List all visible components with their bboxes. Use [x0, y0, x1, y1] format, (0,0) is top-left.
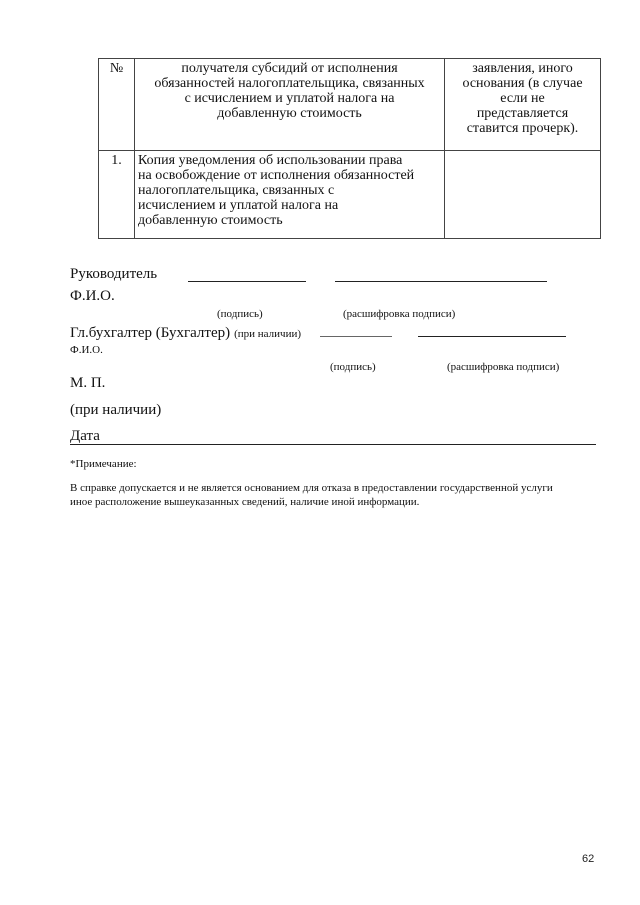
header-note-line: если не: [500, 91, 545, 106]
header-number: №: [109, 61, 124, 76]
row-desc-line: добавленную стоимость: [138, 213, 283, 228]
header-number-cell: [99, 59, 135, 151]
head-decode-line[interactable]: [335, 281, 547, 282]
row-number: 1.: [111, 153, 122, 168]
table-header-row: [99, 59, 601, 151]
footnote-title: *Примечание:: [70, 458, 137, 470]
date-line[interactable]: [70, 444, 596, 445]
stamp-label: М. П.: [70, 375, 106, 391]
accountant-decode-line[interactable]: [418, 336, 566, 337]
head-label: Руководитель: [70, 266, 158, 282]
header-note-line: основания (в случае: [462, 76, 583, 91]
row-desc-line: Копия уведомления об использовании права: [138, 153, 403, 168]
page-number: 62: [582, 853, 595, 865]
header-description-cell: [135, 59, 445, 151]
header-desc-line: добавленную стоимость: [217, 106, 362, 121]
accountant-fio-label: Ф.И.О.: [70, 344, 103, 356]
row-number-cell: [99, 151, 135, 239]
table-row: [99, 151, 601, 239]
header-note-line: ставится прочерк).: [466, 121, 579, 136]
footnote-line: иное расположение вышеуказанных сведений, наличие иной информации.: [70, 496, 420, 508]
signature-caption: (подпись): [330, 361, 376, 373]
requirements-table: [98, 58, 601, 239]
header-note-cell: [445, 59, 601, 151]
decode-caption: (расшифровка подписи): [447, 361, 560, 373]
row-note-cell: [445, 151, 601, 239]
row-desc-line: исчислением и уплатой налога на: [138, 198, 339, 213]
accountant-note: (при наличии): [234, 328, 302, 340]
accountant-block: [70, 324, 301, 342]
header-desc-line: с исчислением и уплатой налога на: [184, 91, 395, 106]
accountant-signature-line[interactable]: [320, 336, 392, 337]
head-fio-label: Ф.И.О.: [70, 288, 115, 304]
header-note-line: заявления, иного: [472, 61, 573, 76]
signature-caption: (подпись): [217, 308, 263, 320]
accountant-label: Гл.бухгалтер (Бухгалтер): [70, 325, 231, 341]
footnote-text: [70, 481, 553, 509]
row-desc-line: налогоплательщика, связанных с: [138, 183, 335, 198]
row-description-cell: [135, 151, 445, 239]
row-desc-line: на освобождение от исполнения обязанностей: [138, 168, 415, 183]
header-note-line: представляется: [476, 106, 569, 121]
date-label: Дата: [70, 428, 100, 444]
header-desc-line: обязанностей налогоплательщика, связанных: [154, 76, 425, 91]
decode-caption: (расшифровка подписи): [343, 308, 456, 320]
head-signature-line[interactable]: [188, 281, 306, 282]
stamp-note: (при наличии): [70, 402, 162, 418]
footnote-line: В справке допускается и не является основанием для отказа в предоставлении государственной услуги: [70, 482, 553, 494]
header-desc-line: получателя субсидий от исполнения: [181, 61, 398, 76]
